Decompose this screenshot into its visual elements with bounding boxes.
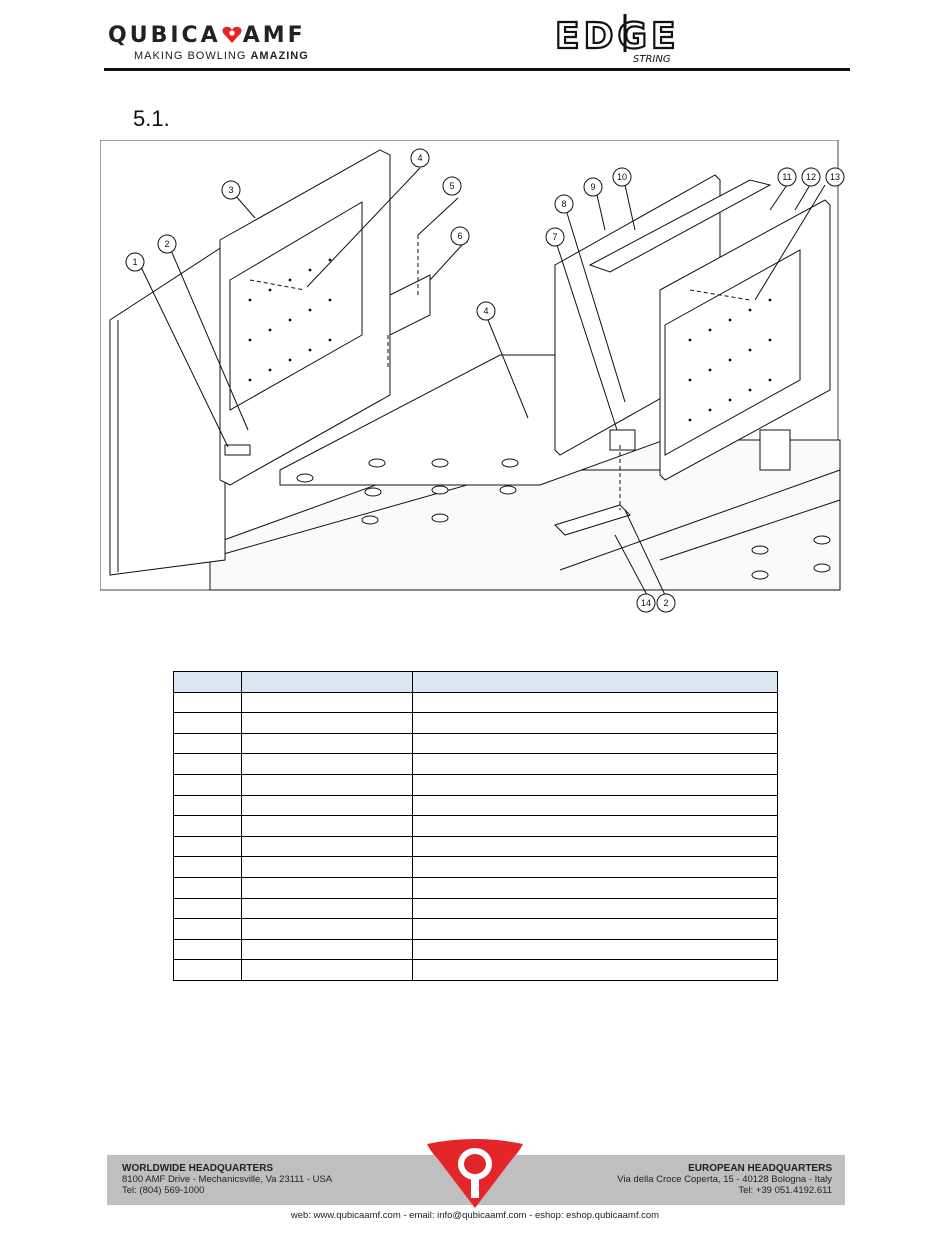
callout-label: 14 bbox=[640, 598, 652, 608]
table-cell bbox=[174, 919, 242, 940]
table-cell bbox=[174, 774, 242, 795]
table-cell bbox=[242, 877, 413, 898]
header-cell-code bbox=[242, 672, 413, 693]
table-cell bbox=[242, 754, 413, 775]
table-cell bbox=[242, 960, 413, 981]
table-cell bbox=[413, 754, 778, 775]
callout-label: 11 bbox=[782, 172, 792, 182]
table-cell bbox=[413, 960, 778, 981]
parts-table bbox=[173, 671, 778, 981]
table-cell bbox=[413, 898, 778, 919]
edge-string-logo bbox=[555, 12, 695, 64]
callout-label: 9 bbox=[590, 182, 596, 192]
callout-4 bbox=[411, 149, 429, 167]
table-cell bbox=[174, 836, 242, 857]
table-row bbox=[174, 754, 778, 775]
callout-label: 8 bbox=[561, 199, 567, 209]
table-row bbox=[174, 898, 778, 919]
table-cell bbox=[413, 692, 778, 713]
european-tel: Tel: +39 051.4192.611 bbox=[738, 1185, 832, 1196]
table-cell bbox=[174, 857, 242, 878]
callout-13 bbox=[826, 168, 844, 186]
callout-9 bbox=[584, 178, 602, 196]
callout-1 bbox=[126, 253, 144, 271]
callout-10 bbox=[613, 168, 631, 186]
callout-12 bbox=[802, 168, 820, 186]
string-logo-text: STRING bbox=[633, 54, 671, 64]
table-cell bbox=[174, 898, 242, 919]
heart-pin-icon bbox=[222, 26, 242, 44]
worldwide-address: 8100 AMF Drive - Mechanicsville, Va 23111 - USA bbox=[122, 1174, 333, 1185]
table-row bbox=[174, 774, 778, 795]
exploded-assembly-drawing bbox=[100, 140, 845, 620]
header-rule bbox=[104, 68, 850, 71]
callout-label: 10 bbox=[616, 172, 628, 182]
table-cell bbox=[174, 877, 242, 898]
table-row bbox=[174, 795, 778, 816]
table-cell bbox=[242, 774, 413, 795]
table-row bbox=[174, 836, 778, 857]
header-cell-item bbox=[174, 672, 242, 693]
callout-11 bbox=[778, 168, 796, 186]
table-cell bbox=[242, 857, 413, 878]
worldwide-headquarters bbox=[122, 1163, 332, 1196]
table-cell bbox=[174, 713, 242, 734]
table-cell bbox=[242, 939, 413, 960]
table-row bbox=[174, 939, 778, 960]
callout-label: 2 bbox=[663, 598, 669, 608]
table-cell bbox=[174, 733, 242, 754]
tagline-prefix: MAKING BOWLING bbox=[134, 50, 251, 62]
table-cell bbox=[413, 836, 778, 857]
table-row bbox=[174, 816, 778, 837]
callout-3 bbox=[222, 181, 240, 199]
callout-label: 7 bbox=[552, 232, 558, 242]
callout-label: 13 bbox=[829, 172, 841, 182]
worldwide-title: WORLDWIDE HEADQUARTERS bbox=[122, 1163, 274, 1174]
table-cell bbox=[242, 898, 413, 919]
table-header-row bbox=[174, 672, 778, 693]
table-cell bbox=[174, 939, 242, 960]
callout-label: 4 bbox=[417, 153, 423, 163]
footer-contact: web: www.qubicaamf.com - email: info@qubicaamf.com - eshop: eshop.qubicaamf.com bbox=[290, 1210, 660, 1221]
qubicaamf-logo bbox=[108, 24, 309, 62]
table-cell bbox=[174, 816, 242, 837]
callout-label: 6 bbox=[457, 231, 463, 241]
table-row bbox=[174, 713, 778, 734]
callout-7 bbox=[546, 228, 564, 246]
worldwide-tel: Tel: (804) 569-1000 bbox=[122, 1185, 205, 1196]
table-cell bbox=[242, 919, 413, 940]
table-cell bbox=[413, 919, 778, 940]
european-headquarters bbox=[617, 1163, 832, 1196]
table-cell bbox=[242, 733, 413, 754]
callout-2 bbox=[158, 235, 176, 253]
table-row bbox=[174, 857, 778, 878]
callout-label: 1 bbox=[132, 257, 138, 267]
table-cell bbox=[413, 774, 778, 795]
callout-6 bbox=[451, 227, 469, 245]
callout-label: 5 bbox=[449, 181, 455, 191]
table-cell bbox=[174, 754, 242, 775]
callout-label: 4 bbox=[483, 306, 489, 316]
brand-name-left: QUBICA bbox=[108, 23, 221, 48]
callout-8 bbox=[555, 195, 573, 213]
table-cell bbox=[413, 877, 778, 898]
brand-tagline bbox=[108, 50, 309, 62]
table-row bbox=[174, 919, 778, 940]
table-cell bbox=[242, 713, 413, 734]
callout-2b bbox=[657, 594, 675, 612]
table-cell bbox=[413, 857, 778, 878]
table-cell bbox=[242, 692, 413, 713]
european-title: EUROPEAN HEADQUARTERS bbox=[688, 1163, 832, 1174]
table-cell bbox=[242, 816, 413, 837]
callout-5 bbox=[443, 177, 461, 195]
qubicaamf-pin-logo-icon bbox=[423, 1138, 527, 1208]
table-cell bbox=[174, 795, 242, 816]
callout-label: 3 bbox=[228, 185, 234, 195]
callout-14 bbox=[637, 594, 655, 612]
edge-logo-text: EDGE bbox=[555, 16, 680, 57]
table-cell bbox=[174, 692, 242, 713]
table-cell bbox=[413, 816, 778, 837]
brand-name-right: AMF bbox=[242, 23, 306, 48]
brand-name bbox=[108, 24, 309, 48]
table-cell bbox=[242, 795, 413, 816]
table-cell bbox=[413, 795, 778, 816]
tagline-emphasis: AMAZING bbox=[250, 50, 309, 62]
table-row bbox=[174, 877, 778, 898]
european-address: Via della Croce Coperta, 15 - 40128 Bologna - Italy bbox=[617, 1174, 832, 1185]
parts-table-body bbox=[174, 692, 778, 980]
callout-label: 2 bbox=[164, 239, 170, 249]
callout-label: 12 bbox=[805, 172, 817, 182]
table-row bbox=[174, 692, 778, 713]
table-cell bbox=[413, 939, 778, 960]
callout-4b bbox=[477, 302, 495, 320]
table-row bbox=[174, 960, 778, 981]
section-number: 5.1. bbox=[133, 106, 170, 131]
header-cell-description bbox=[413, 672, 778, 693]
table-cell bbox=[413, 713, 778, 734]
table-cell bbox=[174, 960, 242, 981]
table-cell bbox=[413, 733, 778, 754]
table-row bbox=[174, 733, 778, 754]
table-cell bbox=[242, 836, 413, 857]
page-header bbox=[0, 0, 950, 80]
